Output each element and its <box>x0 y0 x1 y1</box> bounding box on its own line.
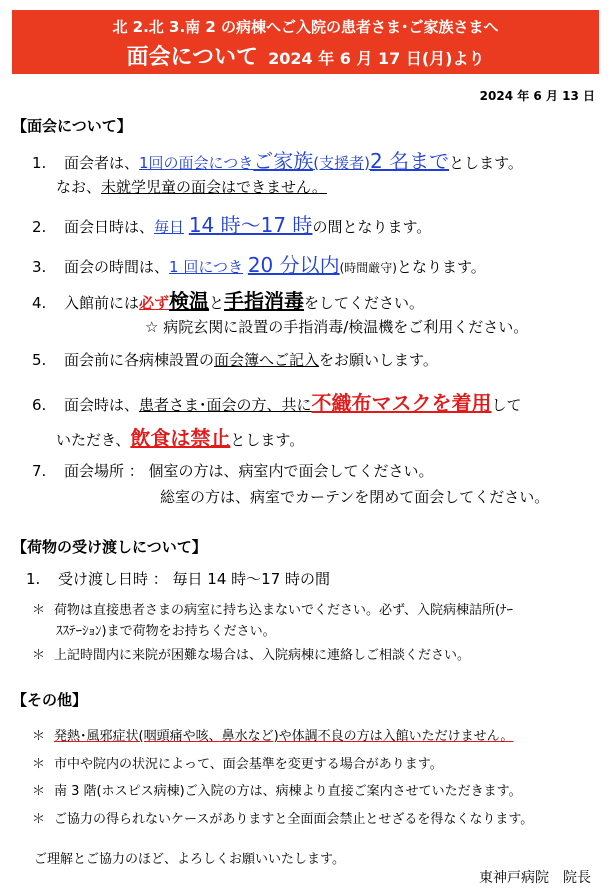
item-text: をお願いします。 <box>319 351 438 369</box>
list-item-note <box>56 176 327 197</box>
note-text: 上記時間内に来院が困難な場合は、入院病棟に連絡しご相談ください。 <box>54 648 471 663</box>
emphasis-text: 手指消毒 <box>224 289 305 313</box>
item-number: 2. <box>32 218 47 236</box>
item-text: 面会者は、 <box>64 154 140 172</box>
list-item <box>32 285 424 314</box>
banner-title <box>12 40 599 71</box>
item-text: とします。 <box>449 154 523 172</box>
list-item <box>32 249 486 278</box>
note-item <box>32 599 513 618</box>
section-heading-visits: 【面会について】 <box>12 117 132 135</box>
note-continuation: ｽｽﾃｰｼｮﾝ)まで荷物をお持ちください。 <box>56 624 276 639</box>
item-text: 面会の時間は、 <box>64 258 170 276</box>
emphasis-text: 飲食は禁止 <box>130 426 231 450</box>
note-item <box>32 644 470 663</box>
note-text: 荷物は直接患者さまの病室に持ち込まないでください。必ず、入院病棟詰所(ﾅｰ <box>54 603 514 618</box>
asterisk-mark: ＊ <box>32 603 46 618</box>
note-item <box>32 725 513 744</box>
item-number: 6. <box>32 396 47 414</box>
item-text: 面会場所 ： 個室の方は、病室内で面会してください。 <box>64 462 434 480</box>
closing-text: ご理解とご協力のほど、よろしくお願いいたします。 <box>34 852 345 867</box>
item-text: をしてください。 <box>304 294 425 312</box>
emphasis-text: ご家族 <box>253 149 314 173</box>
emphasis-text: 2 名まで <box>369 149 450 173</box>
item-number: 3. <box>32 258 47 276</box>
asterisk-mark: ＊ <box>32 729 46 744</box>
item-number: 4. <box>32 294 47 312</box>
section-heading-parcels: 【荷物の受け渡しについて】 <box>12 538 207 556</box>
emphasis-text: 必ず <box>139 294 170 312</box>
emphasis-text: 患者さま･面会の方、共に <box>139 396 312 414</box>
page-title: 面会について <box>126 45 259 70</box>
item-text: 入館前には <box>64 294 140 312</box>
signature: 東神戸病院 院長 <box>479 870 591 886</box>
item-text: 受け渡し日時 ： 毎日 14 時～17 時の間 <box>58 570 331 588</box>
note-text: ご協力の得られないケースがありますと全面面会禁止とせざるを得なくなります。 <box>54 812 534 827</box>
list-item-continuation <box>56 422 304 451</box>
emphasis-text: 20 分以内 <box>247 253 340 277</box>
item-text: なお、 <box>56 178 102 196</box>
item-text: とします。 <box>230 431 305 449</box>
effective-date: 2024 年 6 月 17 日(月)より <box>268 49 485 68</box>
emphasis-text: (支援者) <box>313 154 370 172</box>
issue-date: 2024 年 6 月 13 日 <box>479 89 595 103</box>
list-item <box>32 209 431 238</box>
list-item <box>32 145 523 174</box>
item-text: となります。 <box>397 258 486 276</box>
item-number: 1. <box>26 570 41 588</box>
note-text: 発熱･風邪症状(咽頭痛や咳、鼻水など)や体調不良の方は入館いただけません。 <box>54 729 514 744</box>
section-heading-other: 【その他】 <box>12 691 88 709</box>
item-text: と <box>209 294 225 312</box>
item-text: 面会日時は、 <box>64 218 155 236</box>
note-item <box>32 780 522 799</box>
asterisk-mark: ＊ <box>32 757 46 772</box>
item-text: 面会前に各病棟設置の <box>64 351 215 369</box>
item-number: 1. <box>32 154 47 172</box>
list-item <box>26 568 330 589</box>
emphasis-text: 1 回につき <box>169 258 244 276</box>
item-text: 面会時は、 <box>64 396 140 414</box>
emphasis-text: 1回の面会につき <box>139 154 254 172</box>
asterisk-mark: ＊ <box>32 648 46 663</box>
banner-subtitle: 北 2.北 3.南 2 の病棟へご入院の患者さま･ご家族さまへ <box>112 18 499 36</box>
item-text: して <box>491 396 522 414</box>
header-banner <box>12 10 599 74</box>
emphasis-text: 面会簿へご記入 <box>214 351 320 369</box>
emphasis-text: 14 時～17 時 <box>188 213 313 237</box>
item-text: の間となります。 <box>312 218 432 236</box>
emphasis-text: 検温 <box>169 289 210 313</box>
emphasis-text: 未就学児童の面会はできません。 <box>101 178 327 196</box>
note-item <box>32 753 443 772</box>
note-text: 市中や院内の状況によって、面会基準を変更する場合があります。 <box>54 757 443 772</box>
item-number: 7. <box>32 462 47 480</box>
note-item <box>32 808 533 827</box>
list-item-note: ☆ 病院玄関に設置の手指消毒/検温機をご利用ください。 <box>145 318 529 336</box>
list-item-continuation: 総室の方は、病室でカーテンを閉めて面会してください。 <box>160 488 550 506</box>
item-number: 5. <box>32 351 47 369</box>
item-text: (時間厳守) <box>339 261 397 275</box>
note-text: 南 3 階(ホスピス病棟)ご入院の方は、病棟より直接ご案内させていただきます。 <box>54 784 522 799</box>
list-item <box>32 349 438 370</box>
list-item <box>32 387 522 416</box>
asterisk-mark: ＊ <box>32 812 46 827</box>
list-item <box>32 460 434 481</box>
asterisk-mark: ＊ <box>32 784 46 799</box>
emphasis-text: 不織布マスクを着用 <box>311 391 492 415</box>
emphasis-text: 毎日 <box>154 218 185 236</box>
item-text: いただき、 <box>56 431 131 449</box>
